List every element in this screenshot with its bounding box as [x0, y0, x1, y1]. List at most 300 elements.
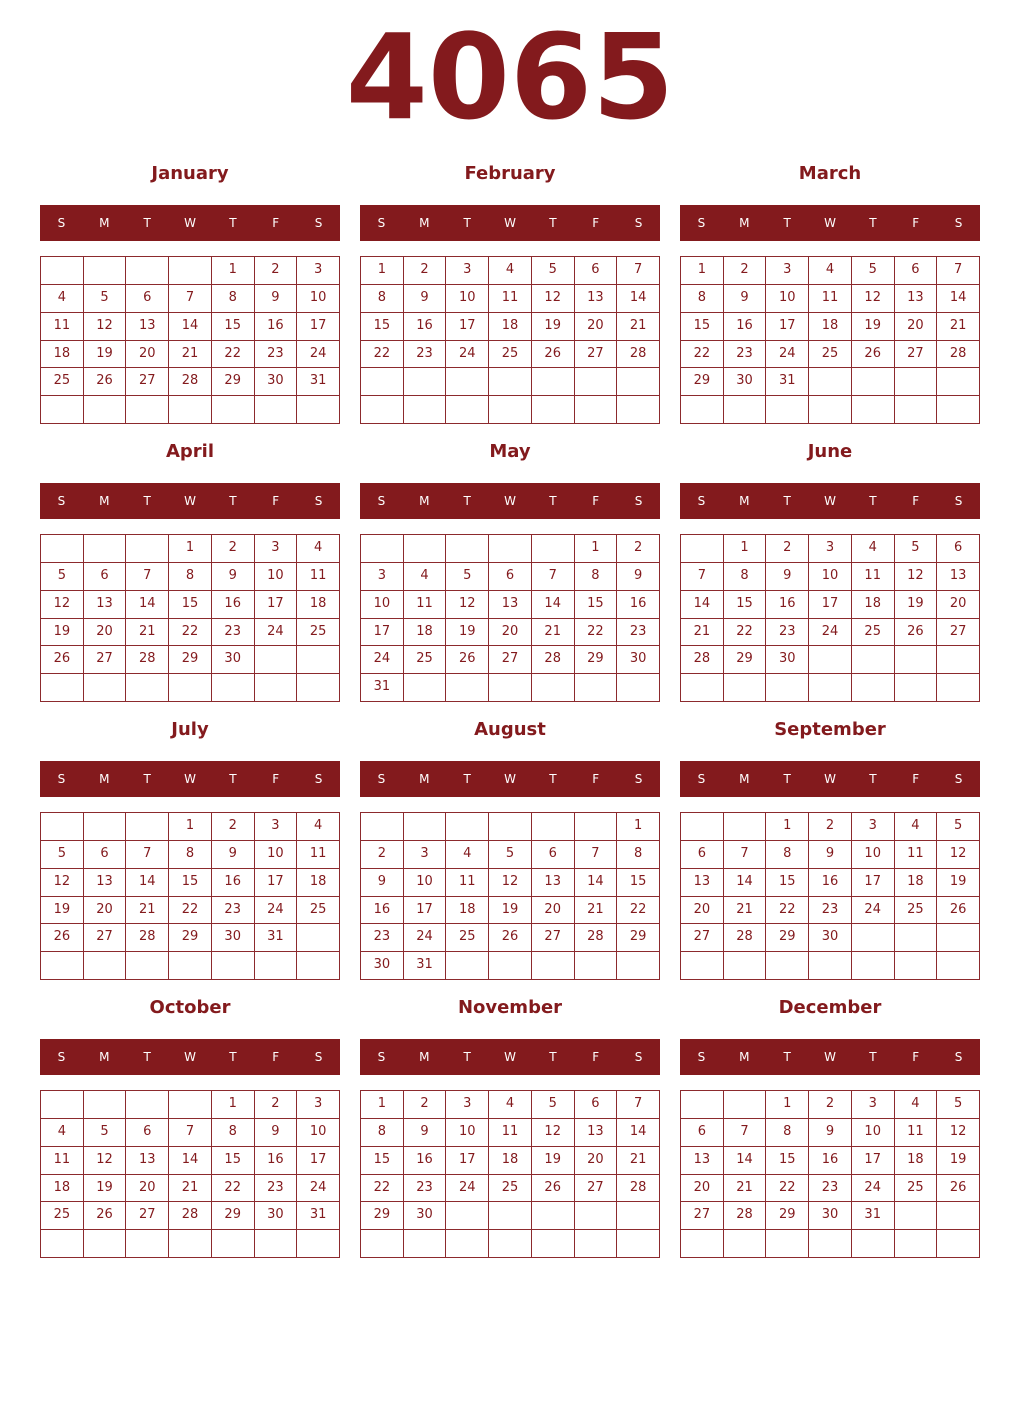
- day-cell: 19: [41, 619, 84, 647]
- day-cell: 11: [895, 1119, 938, 1147]
- weekday-header: [360, 1039, 660, 1075]
- day-cell: 12: [852, 285, 895, 313]
- weekday-header: [40, 483, 340, 519]
- day-cell: 13: [681, 869, 724, 897]
- weekday-label: T: [549, 1050, 557, 1064]
- empty-day-cell: [84, 257, 127, 285]
- day-cell: 19: [937, 869, 980, 897]
- day-cell: 20: [532, 897, 575, 925]
- weekday-label: T: [463, 494, 471, 508]
- day-cell: 24: [297, 1175, 340, 1203]
- day-cell: 12: [446, 591, 489, 619]
- day-cell: 28: [724, 1202, 767, 1230]
- day-cell: 7: [724, 1119, 767, 1147]
- day-cell: 24: [255, 619, 298, 647]
- empty-day-cell: [809, 952, 852, 980]
- weekday-label: W: [184, 494, 196, 508]
- empty-day-cell: [84, 813, 127, 841]
- weekday-header: [360, 205, 660, 241]
- day-cell: 15: [361, 1147, 404, 1175]
- empty-day-cell: [84, 535, 127, 563]
- empty-day-cell: [937, 368, 980, 396]
- day-cell: 21: [126, 619, 169, 647]
- day-cell: 31: [255, 924, 298, 952]
- empty-day-cell: [446, 813, 489, 841]
- day-cell: 7: [532, 563, 575, 591]
- day-cell: 30: [212, 924, 255, 952]
- weekday-label: F: [272, 494, 280, 508]
- empty-day-cell: [297, 952, 340, 980]
- weekday-label: W: [184, 772, 196, 786]
- day-cell: 15: [681, 313, 724, 341]
- day-cell: 20: [126, 1175, 169, 1203]
- day-cell: 8: [212, 1119, 255, 1147]
- weekday-label: T: [783, 494, 791, 508]
- empty-day-cell: [766, 396, 809, 424]
- day-cell: 29: [169, 646, 212, 674]
- day-cell: 8: [361, 1119, 404, 1147]
- day-cell: 25: [852, 619, 895, 647]
- weekday-label: T: [549, 494, 557, 508]
- weekday-header: [40, 1039, 340, 1075]
- day-cell: 14: [617, 1119, 660, 1147]
- day-cell: 19: [532, 313, 575, 341]
- empty-day-cell: [809, 646, 852, 674]
- empty-day-cell: [126, 674, 169, 702]
- day-cell: 4: [489, 257, 532, 285]
- empty-day-cell: [41, 1091, 84, 1119]
- weekday-label: M: [419, 772, 430, 786]
- day-cell: 1: [766, 813, 809, 841]
- day-cell: 22: [169, 897, 212, 925]
- empty-day-cell: [297, 1230, 340, 1258]
- day-cell: 2: [212, 535, 255, 563]
- empty-day-cell: [895, 1230, 938, 1258]
- weekday-label: T: [549, 772, 557, 786]
- day-cell: 17: [255, 869, 298, 897]
- day-cell: 10: [446, 1119, 489, 1147]
- day-cell: 5: [41, 563, 84, 591]
- month-name: October: [149, 997, 231, 1018]
- day-cell: 18: [895, 869, 938, 897]
- day-cell: 16: [212, 591, 255, 619]
- day-cell: 8: [169, 563, 212, 591]
- day-cell: 25: [297, 619, 340, 647]
- empty-day-cell: [681, 535, 724, 563]
- day-cell: 11: [297, 841, 340, 869]
- day-cell: 5: [937, 1091, 980, 1119]
- day-cell: 9: [212, 563, 255, 591]
- weekday-label: T: [783, 772, 791, 786]
- month-name: February: [464, 163, 556, 184]
- day-cell: 17: [852, 1147, 895, 1175]
- day-cell: 25: [41, 368, 84, 396]
- empty-day-cell: [212, 674, 255, 702]
- day-cell: 22: [766, 1175, 809, 1203]
- day-grid: [360, 534, 660, 702]
- day-cell: 22: [212, 1175, 255, 1203]
- empty-day-cell: [489, 674, 532, 702]
- empty-day-cell: [84, 396, 127, 424]
- day-cell: 4: [41, 1119, 84, 1147]
- day-cell: 30: [809, 924, 852, 952]
- empty-day-cell: [404, 396, 447, 424]
- empty-day-cell: [937, 646, 980, 674]
- weekday-label: M: [419, 494, 430, 508]
- day-cell: 8: [575, 563, 618, 591]
- weekday-label: S: [634, 1050, 643, 1064]
- empty-day-cell: [41, 535, 84, 563]
- day-cell: 9: [361, 869, 404, 897]
- day-cell: 22: [766, 897, 809, 925]
- empty-day-cell: [937, 396, 980, 424]
- day-cell: 18: [297, 869, 340, 897]
- day-cell: 21: [169, 1175, 212, 1203]
- day-cell: 22: [361, 341, 404, 369]
- day-cell: 3: [766, 257, 809, 285]
- day-cell: 23: [404, 341, 447, 369]
- weekday-label: T: [229, 1050, 237, 1064]
- weekday-label: F: [912, 1050, 920, 1064]
- weekday-label: S: [314, 216, 323, 230]
- weekday-label: S: [57, 772, 66, 786]
- day-cell: 28: [617, 1175, 660, 1203]
- day-cell: 27: [489, 646, 532, 674]
- day-cell: 25: [41, 1202, 84, 1230]
- day-grid: [680, 812, 980, 980]
- day-cell: 2: [255, 1091, 298, 1119]
- day-cell: 11: [809, 285, 852, 313]
- empty-day-cell: [532, 1202, 575, 1230]
- day-cell: 17: [297, 1147, 340, 1175]
- empty-day-cell: [126, 1091, 169, 1119]
- day-cell: 15: [169, 869, 212, 897]
- weekday-label: S: [954, 1050, 963, 1064]
- day-cell: 10: [255, 563, 298, 591]
- day-cell: 10: [852, 841, 895, 869]
- empty-day-cell: [852, 1230, 895, 1258]
- day-cell: 28: [169, 1202, 212, 1230]
- day-cell: 9: [809, 1119, 852, 1147]
- day-cell: 4: [41, 285, 84, 313]
- day-cell: 30: [404, 1202, 447, 1230]
- day-cell: 29: [681, 368, 724, 396]
- month-name: December: [778, 997, 882, 1018]
- day-cell: 23: [724, 341, 767, 369]
- day-cell: 22: [575, 619, 618, 647]
- day-cell: 8: [169, 841, 212, 869]
- day-cell: 6: [84, 563, 127, 591]
- empty-day-cell: [489, 396, 532, 424]
- day-cell: 6: [84, 841, 127, 869]
- empty-day-cell: [255, 674, 298, 702]
- empty-day-cell: [937, 924, 980, 952]
- day-cell: 13: [937, 563, 980, 591]
- day-cell: 7: [617, 1091, 660, 1119]
- weekday-label: S: [314, 772, 323, 786]
- empty-day-cell: [575, 674, 618, 702]
- day-cell: 11: [895, 841, 938, 869]
- weekday-label: T: [869, 772, 877, 786]
- day-cell: 14: [169, 313, 212, 341]
- day-cell: 14: [724, 1147, 767, 1175]
- empty-day-cell: [255, 952, 298, 980]
- weekday-label: F: [592, 494, 600, 508]
- day-cell: 12: [937, 841, 980, 869]
- day-cell: 23: [766, 619, 809, 647]
- day-cell: 2: [766, 535, 809, 563]
- weekday-label: F: [272, 772, 280, 786]
- day-cell: 18: [895, 1147, 938, 1175]
- weekday-label: F: [272, 1050, 280, 1064]
- day-cell: 7: [126, 563, 169, 591]
- weekday-label: T: [869, 494, 877, 508]
- weekday-label: T: [143, 772, 151, 786]
- day-cell: 11: [297, 563, 340, 591]
- day-grid: [360, 256, 660, 424]
- day-cell: 18: [297, 591, 340, 619]
- empty-day-cell: [404, 813, 447, 841]
- day-cell: 8: [724, 563, 767, 591]
- day-cell: 19: [84, 1175, 127, 1203]
- weekday-label: S: [697, 216, 706, 230]
- day-cell: 8: [681, 285, 724, 313]
- weekday-label: T: [783, 216, 791, 230]
- empty-day-cell: [404, 1230, 447, 1258]
- day-cell: 11: [446, 869, 489, 897]
- weekday-label: T: [143, 1050, 151, 1064]
- day-cell: 5: [446, 563, 489, 591]
- day-grid: [40, 812, 340, 980]
- empty-day-cell: [809, 396, 852, 424]
- day-cell: 28: [575, 924, 618, 952]
- weekday-label: S: [57, 216, 66, 230]
- empty-day-cell: [937, 1202, 980, 1230]
- day-cell: 26: [489, 924, 532, 952]
- day-cell: 31: [361, 674, 404, 702]
- day-cell: 31: [852, 1202, 895, 1230]
- day-cell: 21: [937, 313, 980, 341]
- empty-day-cell: [446, 535, 489, 563]
- day-cell: 1: [766, 1091, 809, 1119]
- day-cell: 18: [809, 313, 852, 341]
- day-cell: 24: [446, 1175, 489, 1203]
- empty-day-cell: [724, 813, 767, 841]
- empty-day-cell: [937, 952, 980, 980]
- day-cell: 5: [41, 841, 84, 869]
- day-cell: 21: [724, 1175, 767, 1203]
- weekday-label: M: [739, 1050, 750, 1064]
- day-cell: 7: [575, 841, 618, 869]
- day-cell: 15: [766, 1147, 809, 1175]
- month-name: July: [171, 719, 209, 740]
- day-cell: 7: [169, 285, 212, 313]
- day-cell: 8: [361, 285, 404, 313]
- day-cell: 17: [809, 591, 852, 619]
- weekday-label: T: [143, 494, 151, 508]
- month-name: June: [807, 441, 853, 462]
- weekday-label: S: [634, 494, 643, 508]
- day-cell: 20: [681, 1175, 724, 1203]
- day-cell: 26: [532, 1175, 575, 1203]
- day-cell: 3: [809, 535, 852, 563]
- empty-day-cell: [766, 1230, 809, 1258]
- day-cell: 22: [169, 619, 212, 647]
- day-cell: 7: [681, 563, 724, 591]
- weekday-label: S: [697, 772, 706, 786]
- empty-day-cell: [126, 257, 169, 285]
- day-cell: 1: [169, 813, 212, 841]
- day-cell: 16: [404, 1147, 447, 1175]
- empty-day-cell: [41, 674, 84, 702]
- day-cell: 7: [724, 841, 767, 869]
- weekday-label: F: [592, 1050, 600, 1064]
- day-cell: 25: [809, 341, 852, 369]
- day-grid: [680, 1090, 980, 1258]
- day-cell: 29: [617, 924, 660, 952]
- day-cell: 19: [532, 1147, 575, 1175]
- day-cell: 29: [724, 646, 767, 674]
- day-cell: 20: [84, 897, 127, 925]
- day-cell: 9: [255, 285, 298, 313]
- day-cell: 9: [617, 563, 660, 591]
- empty-day-cell: [681, 1230, 724, 1258]
- day-cell: 17: [446, 1147, 489, 1175]
- empty-day-cell: [617, 396, 660, 424]
- day-cell: 10: [297, 1119, 340, 1147]
- weekday-label: F: [592, 216, 600, 230]
- day-cell: 12: [937, 1119, 980, 1147]
- empty-day-cell: [212, 952, 255, 980]
- weekday-label: T: [229, 772, 237, 786]
- day-cell: 7: [617, 257, 660, 285]
- day-cell: 24: [361, 646, 404, 674]
- empty-day-cell: [297, 646, 340, 674]
- day-cell: 15: [212, 1147, 255, 1175]
- weekday-header: [680, 205, 980, 241]
- day-cell: 19: [895, 591, 938, 619]
- weekday-label: S: [634, 772, 643, 786]
- empty-day-cell: [852, 924, 895, 952]
- day-cell: 21: [617, 313, 660, 341]
- day-grid: [40, 256, 340, 424]
- day-cell: 3: [446, 257, 489, 285]
- empty-day-cell: [575, 952, 618, 980]
- day-cell: 28: [937, 341, 980, 369]
- day-cell: 16: [766, 591, 809, 619]
- day-cell: 2: [724, 257, 767, 285]
- day-cell: 29: [766, 1202, 809, 1230]
- day-cell: 18: [41, 341, 84, 369]
- empty-day-cell: [681, 674, 724, 702]
- weekday-label: S: [314, 494, 323, 508]
- day-cell: 21: [169, 341, 212, 369]
- empty-day-cell: [255, 646, 298, 674]
- day-cell: 31: [297, 368, 340, 396]
- day-cell: 25: [489, 1175, 532, 1203]
- day-cell: 12: [41, 591, 84, 619]
- empty-day-cell: [41, 813, 84, 841]
- day-cell: 2: [361, 841, 404, 869]
- day-cell: 30: [361, 952, 404, 980]
- day-cell: 27: [937, 619, 980, 647]
- day-cell: 10: [255, 841, 298, 869]
- empty-day-cell: [255, 1230, 298, 1258]
- weekday-label: S: [314, 1050, 323, 1064]
- day-cell: 5: [532, 1091, 575, 1119]
- day-cell: 24: [809, 619, 852, 647]
- day-cell: 27: [84, 646, 127, 674]
- weekday-label: W: [184, 1050, 196, 1064]
- day-cell: 16: [724, 313, 767, 341]
- empty-day-cell: [895, 396, 938, 424]
- empty-day-cell: [809, 674, 852, 702]
- weekday-label: T: [869, 216, 877, 230]
- weekday-label: T: [143, 216, 151, 230]
- day-cell: 12: [532, 1119, 575, 1147]
- weekday-label: S: [634, 216, 643, 230]
- day-cell: 13: [575, 285, 618, 313]
- empty-day-cell: [575, 1202, 618, 1230]
- empty-day-cell: [446, 1202, 489, 1230]
- empty-day-cell: [361, 813, 404, 841]
- day-cell: 10: [766, 285, 809, 313]
- day-cell: 15: [361, 313, 404, 341]
- empty-day-cell: [895, 368, 938, 396]
- day-cell: 6: [575, 257, 618, 285]
- empty-day-cell: [361, 535, 404, 563]
- day-cell: 25: [895, 897, 938, 925]
- day-cell: 15: [617, 869, 660, 897]
- day-cell: 2: [404, 1091, 447, 1119]
- day-cell: 1: [169, 535, 212, 563]
- empty-day-cell: [681, 952, 724, 980]
- day-cell: 9: [809, 841, 852, 869]
- day-cell: 30: [724, 368, 767, 396]
- empty-day-cell: [84, 1091, 127, 1119]
- empty-day-cell: [41, 1230, 84, 1258]
- day-cell: 18: [489, 1147, 532, 1175]
- empty-day-cell: [724, 952, 767, 980]
- day-cell: 8: [617, 841, 660, 869]
- empty-day-cell: [809, 368, 852, 396]
- day-cell: 19: [852, 313, 895, 341]
- weekday-label: S: [377, 216, 386, 230]
- empty-day-cell: [255, 396, 298, 424]
- day-cell: 26: [84, 368, 127, 396]
- empty-day-cell: [809, 1230, 852, 1258]
- day-cell: 17: [297, 313, 340, 341]
- day-grid: [360, 812, 660, 980]
- day-cell: 23: [404, 1175, 447, 1203]
- day-cell: 7: [937, 257, 980, 285]
- day-cell: 28: [724, 924, 767, 952]
- day-cell: 20: [681, 897, 724, 925]
- day-cell: 31: [297, 1202, 340, 1230]
- empty-day-cell: [532, 674, 575, 702]
- empty-day-cell: [84, 674, 127, 702]
- day-cell: 4: [404, 563, 447, 591]
- day-cell: 15: [212, 313, 255, 341]
- day-cell: 15: [724, 591, 767, 619]
- day-cell: 1: [724, 535, 767, 563]
- empty-day-cell: [297, 674, 340, 702]
- day-cell: 11: [852, 563, 895, 591]
- weekday-label: M: [739, 772, 750, 786]
- weekday-label: W: [504, 216, 516, 230]
- weekday-label: S: [377, 1050, 386, 1064]
- weekday-label: W: [824, 216, 836, 230]
